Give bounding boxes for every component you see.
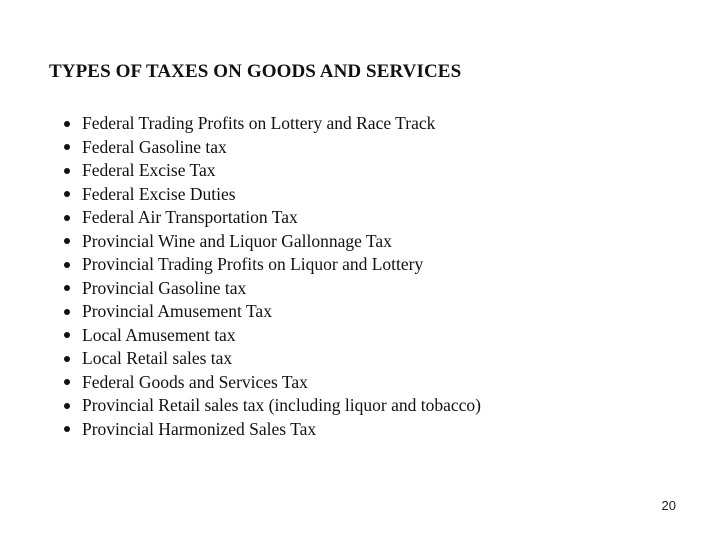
bullet-icon (64, 121, 70, 127)
list-item (64, 136, 481, 160)
bullet-icon (64, 403, 70, 409)
page-number: 20 (661, 498, 676, 513)
list-item (64, 300, 481, 324)
list-item-text: Federal Gasoline tax (82, 136, 227, 157)
list-item (64, 371, 481, 395)
bullet-icon (64, 332, 70, 338)
list-item (64, 230, 481, 254)
bullet-icon (64, 144, 70, 150)
list-item (64, 347, 481, 371)
list-item-text: Provincial Gasoline tax (82, 277, 247, 298)
list-item (64, 159, 481, 183)
list-item-text: Federal Excise Duties (82, 183, 236, 204)
list-item-text: Provincial Retail sales tax (including liquor and tobacco) (82, 395, 481, 415)
bullet-icon (64, 285, 70, 291)
list-item-text: Provincial Harmonized Sales Tax (82, 418, 317, 439)
list-item (64, 206, 481, 230)
list-item-text: Provincial Trading Profits on Liquor and Lottery (82, 254, 424, 274)
list-item-text: Federal Air Transportation Tax (82, 207, 298, 227)
list-item-text: Provincial Amusement Tax (82, 301, 272, 321)
tax-list (64, 112, 481, 441)
bullet-icon (64, 262, 70, 268)
list-item (64, 253, 481, 277)
bullet-icon (64, 215, 70, 221)
list-item-text: Local Retail sales tax (82, 348, 233, 368)
bullet-icon (64, 356, 70, 362)
bullet-icon (64, 426, 70, 432)
list-item (64, 324, 481, 348)
list-item (64, 183, 481, 207)
list-item (64, 418, 481, 442)
bullet-icon (64, 168, 70, 174)
list-item-text: Federal Excise Tax (82, 160, 216, 180)
bullet-icon (64, 309, 70, 315)
list-item-text: Provincial Wine and Liquor Gallonnage Tax (82, 230, 392, 251)
list-item (64, 112, 481, 136)
list-item-text: Federal Goods and Services Tax (82, 371, 308, 392)
list-item-text: Federal Trading Profits on Lottery and Race Track (82, 113, 436, 133)
list-item (64, 277, 481, 301)
bullet-icon (64, 379, 70, 385)
list-item (64, 394, 481, 418)
slide-title: TYPES OF TAXES ON GOODS AND SERVICES (49, 61, 462, 82)
list-item-text: Local Amusement tax (82, 324, 236, 345)
bullet-icon (64, 191, 70, 197)
bullet-icon (64, 238, 70, 244)
